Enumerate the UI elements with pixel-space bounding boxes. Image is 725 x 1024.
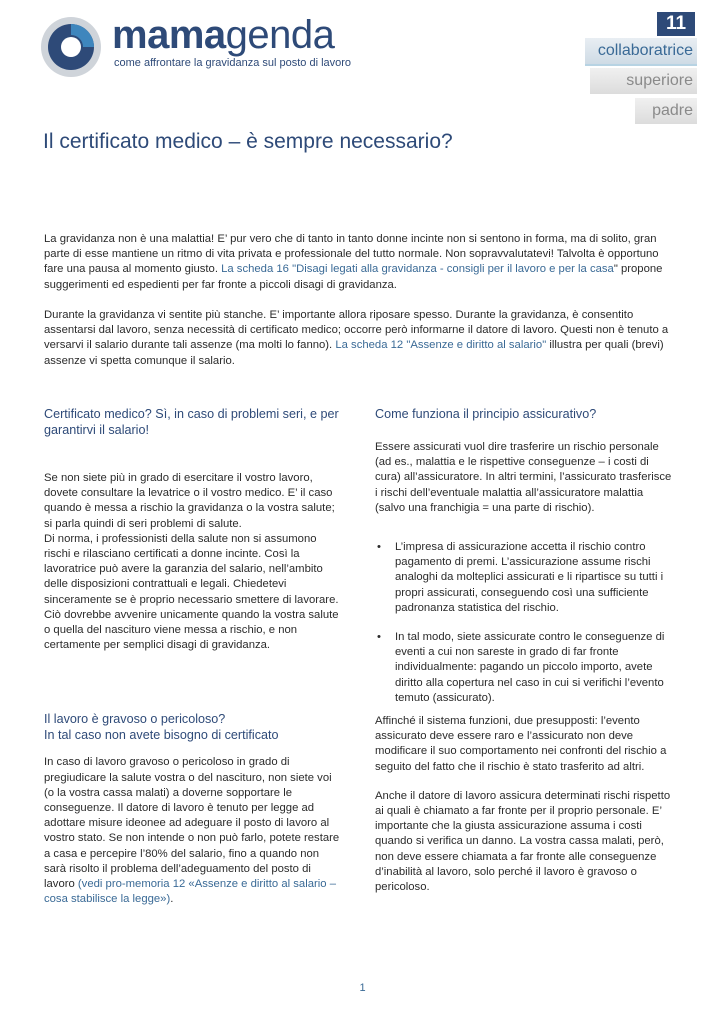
right-column — [375, 406, 675, 895]
link-scheda-16[interactable]: La scheda 16 "Disagi legati alla gravidanza - consigli per il lavoro e per la casa — [221, 263, 614, 276]
tab-padre[interactable]: padre — [635, 98, 697, 124]
right-bullet-list — [375, 540, 675, 706]
page-number: 1 — [359, 982, 366, 994]
brand-name — [112, 12, 334, 58]
right-paragraph-2: Affinché il sistema funzioni, due presupposti: l’evento assicurato deve essere raro e l’assicurato non deve modificare il suo comportamento nei confronti del rischio a seguito del fatto che il rischio è stato trasferito ad altri. — [375, 715, 667, 773]
left-heading-certificato: Certificato medico? Sì, in caso di problemi seri, e per garantirvi il salario! — [44, 407, 339, 437]
left-heading-line-2: In tal caso non avete bisogno di certificato — [44, 728, 279, 743]
intro-p1-end: " propone suggerimenti ed espedienti per far fronte a piccoli disagi di gravidanza. — [44, 263, 663, 291]
intro-p2-end: illustra per quali (brevi) assenze vi spetta comunque il salario. — [44, 339, 664, 367]
bullet-icon: • — [377, 631, 381, 644]
tab-superiore[interactable]: superiore — [590, 68, 697, 94]
intro-p1-text: La gravidanza non è una malattia! E’ pur vero che di tanto in tanto donne incinte non si sentono in forma, ma di solito, gran parte di esse mantiene un ritmo di vita privata e professionale del tutto normale. Non sopravvalutatevi! Talvolta è opportuno fare una pausa al momento giusto. — [44, 233, 659, 276]
right-paragraph-3: Anche il datore di lavoro assicura determinati rischi rispetto ai quali è chiamato a far fronte per il proprio personale. E’ importante che la giusta assicurazione assuma i costi quando si verifica un danno. La vostra cassa malati, però, non deve essere chiamata a far fronte alle conseguenze d’inabilità al lavoro, solo perché il lavoro è gravoso o pericoloso. — [375, 789, 671, 894]
link-scheda-12[interactable]: La scheda 12 "Assenze e diritto al salario" — [335, 339, 547, 352]
left-p3-text: In caso di lavoro gravoso o pericoloso in grado di pregiudicare la salute vostra o del nascituro, non siete voi (o la vostra cassa malati) a doverne sopportare le conseguenze. Il datore di lavoro è tenuto per legge ad adottare misure ideonee ad adeguare il posto di lavoro al vostro stato. Se non intende o non può farlo, potete restare a casa e percepire l’80% del salario, fino a quando non sarà risolto il problema dell’adeguamento del posto di lavoro — [44, 756, 340, 891]
left-column — [44, 406, 344, 907]
bullet-text: L’impresa di assicurazione accetta il rischio contro pagamento di premi. L’assicurazione assume rischi analoghi da molteplici assicurati e li ripartisce su tutti i propri assicurati, conseguendo così una sufficiente padronanza statistica del rischio. — [395, 541, 664, 614]
intro-paragraph-2 — [44, 308, 676, 369]
brand-light: genda — [225, 13, 335, 57]
sheet-number-badge: 11 — [657, 12, 695, 36]
list-item — [375, 630, 675, 706]
left-heading-lavoro-gravoso — [44, 711, 344, 743]
list-item — [375, 540, 675, 616]
brand-bold: mama — [112, 13, 226, 57]
intro-paragraph-1 — [44, 232, 676, 293]
intro-p2-text: Durante la gravidanza vi sentite più stanche. E’ importante allora riposare spesso. Durante la gravidanza, è consentito assentarsi dal lavoro, senza necessità di certificato medico; occorre però informarne il datore di lavoro. Questi non è tenuto a versarvi il salario durante tali assenze (ma molti lo fanno). — [44, 309, 669, 352]
bullet-icon: • — [377, 541, 381, 554]
tagline: come affrontare la gravidanza sul posto di lavoro — [114, 57, 352, 69]
tab-collaboratrice[interactable]: collaboratrice — [585, 38, 697, 66]
bullet-text: In tal modo, siete assicurate contro le conseguenze di eventi a cui non sareste in grado di far fronte individualmente: pagando un piccolo importo, avete diritto alla copertura nel caso in cui si verifichi l’evento temuto (assicurato). — [395, 631, 665, 704]
right-paragraph-1: Essere assicurati vuol dire trasferire un rischio personale (ad es., malattia e le rispettive conseguenze – i costi di cura) all’assicuratore. In altri termini, l’assicurato trasferisce i rischi dell’eventuale malattia all’assicuratore malattia (salvo una franchigia = una parte di rischio). — [375, 441, 672, 514]
left-heading-line-1: Il lavoro è gravoso o pericoloso? — [44, 712, 226, 727]
logo-icon — [40, 16, 102, 78]
right-heading-principio: Come funziona il principio assicurativo? — [375, 407, 597, 421]
page-title: Il certificato medico – è sempre necessario? — [43, 130, 453, 153]
left-paragraph-2: Di norma, i professionisti della salute non si assumono rischi e rilasciano certificati a donne incinte. Così la lavoratrice può avere la garanzia del salario, nell’ambito delle disposizioni contrattuali e legali. Chiedetevi sinceramente se è proprio necessario smettere di lavorare. Ciò dovrebbe avvenire unicamente quando la vostra salute o quella del nascituro viene messa a rischio, e non certamente per semplici disagi di gravidanza. — [44, 532, 339, 652]
left-paragraph-3 — [44, 755, 344, 907]
left-p3-end: . — [170, 893, 174, 906]
link-pro-memoria-12[interactable]: (vedi pro-memoria 12 «Assenze e diritto al salario – cosa stabilisce la legge») — [44, 878, 336, 906]
left-paragraph-1: Se non siete più in grado di esercitare il vostro lavoro, dovete consultare la levatrice o il vostro medico. E’ il caso quando è messa a rischio la gravidanza o la vostra salute; si parla quindi di seri problemi di salute. — [44, 472, 335, 530]
